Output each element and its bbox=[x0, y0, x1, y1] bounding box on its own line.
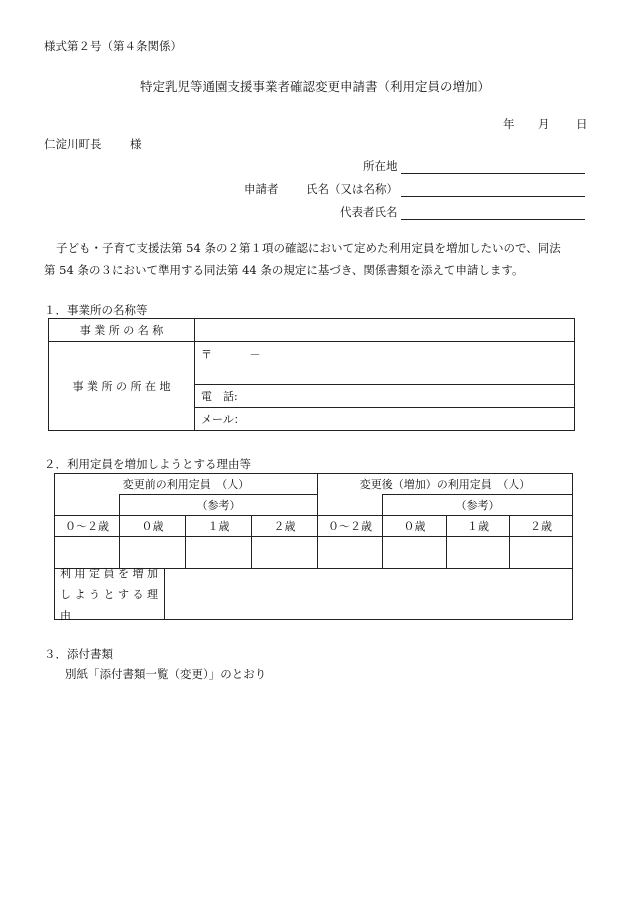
col-header: ２歳 bbox=[510, 516, 573, 537]
applicant-label: 申請者 bbox=[244, 182, 279, 196]
date-day: 日 bbox=[576, 117, 588, 131]
col-header: ０歳 bbox=[120, 516, 186, 537]
after-blank bbox=[318, 495, 383, 516]
addressee-name: 仁淀川町長 bbox=[44, 137, 102, 151]
rep-field[interactable] bbox=[401, 206, 585, 220]
address-field[interactable] bbox=[401, 160, 585, 174]
name-label: 氏名（又は名称） bbox=[306, 182, 398, 196]
reason-row bbox=[55, 566, 573, 622]
value-cell[interactable] bbox=[447, 537, 510, 569]
form-number: 様式第２号（第４条関係） bbox=[44, 39, 182, 53]
reason-field[interactable] bbox=[165, 569, 572, 619]
reason-label-line1: 利 用 定 員 を 増 加 bbox=[60, 566, 158, 580]
col-header: ０歳 bbox=[383, 516, 447, 537]
after-header: 変更後（増加）の利用定員 （人） bbox=[318, 474, 573, 495]
postal-dash: － bbox=[249, 348, 261, 361]
phone-cell[interactable] bbox=[195, 385, 575, 408]
col-header: ０～２歳 bbox=[318, 516, 383, 537]
col-header: １歳 bbox=[186, 516, 252, 537]
addressee-honorific: 様 bbox=[130, 137, 142, 151]
page-title: 特定乳児等通園支援事業者確認変更申請書（利用定員の増加） bbox=[139, 79, 490, 94]
before-blank bbox=[55, 495, 120, 516]
facility-name-field[interactable] bbox=[195, 319, 575, 342]
rep-label: 代表者氏名 bbox=[340, 205, 398, 219]
value-cell[interactable] bbox=[510, 537, 573, 569]
mail-cell[interactable] bbox=[195, 408, 575, 431]
attachment-text: 別紙「添付書類一覧（変更）」のとおり bbox=[65, 667, 267, 681]
section2-heading: ２．利用定員を増加しようとする理由等 bbox=[44, 457, 251, 471]
mail-label: メール： bbox=[201, 413, 245, 426]
postal-cell[interactable] bbox=[195, 342, 575, 385]
capacity-table bbox=[54, 473, 573, 620]
value-cell[interactable] bbox=[186, 537, 252, 569]
postal-mark: 〒 bbox=[201, 348, 212, 361]
reason-label bbox=[55, 566, 165, 622]
section3-heading: ３．添付書類 bbox=[44, 647, 113, 661]
col-header: ０～２歳 bbox=[55, 516, 120, 537]
col-header: ２歳 bbox=[252, 516, 318, 537]
value-cell[interactable] bbox=[383, 537, 447, 569]
body-line-2: 第 54 条の３において準用する同法第 44 条の規定に基づき、関係書類を添えて申請します。 bbox=[44, 263, 524, 277]
date-year: 年 bbox=[503, 117, 515, 131]
facility-location-label: 事 業 所 の 所 在 地 bbox=[49, 342, 195, 431]
reason-label-line2: し よ う と す る 理 由 bbox=[60, 587, 158, 622]
name-field[interactable] bbox=[401, 183, 585, 197]
facility-name-label: 事 業 所 の 名 称 bbox=[49, 319, 195, 342]
facility-table bbox=[48, 318, 575, 431]
before-header: 変更前の利用定員 （人） bbox=[55, 474, 318, 495]
ref-before: （参考） bbox=[120, 495, 318, 516]
ref-after: （参考） bbox=[383, 495, 573, 516]
date-month: 月 bbox=[538, 117, 550, 131]
value-cell[interactable] bbox=[318, 537, 383, 569]
body-line-1: 子ども・子育て支援法第 54 条の２第１項の確認において定めた利用定員を増加したいので、同法 bbox=[56, 241, 561, 255]
address-label: 所在地 bbox=[363, 159, 398, 173]
section1-heading: １．事業所の名称等 bbox=[44, 303, 148, 317]
col-header: １歳 bbox=[447, 516, 510, 537]
phone-label: 電 話: bbox=[201, 390, 238, 403]
value-cell[interactable] bbox=[252, 537, 318, 569]
